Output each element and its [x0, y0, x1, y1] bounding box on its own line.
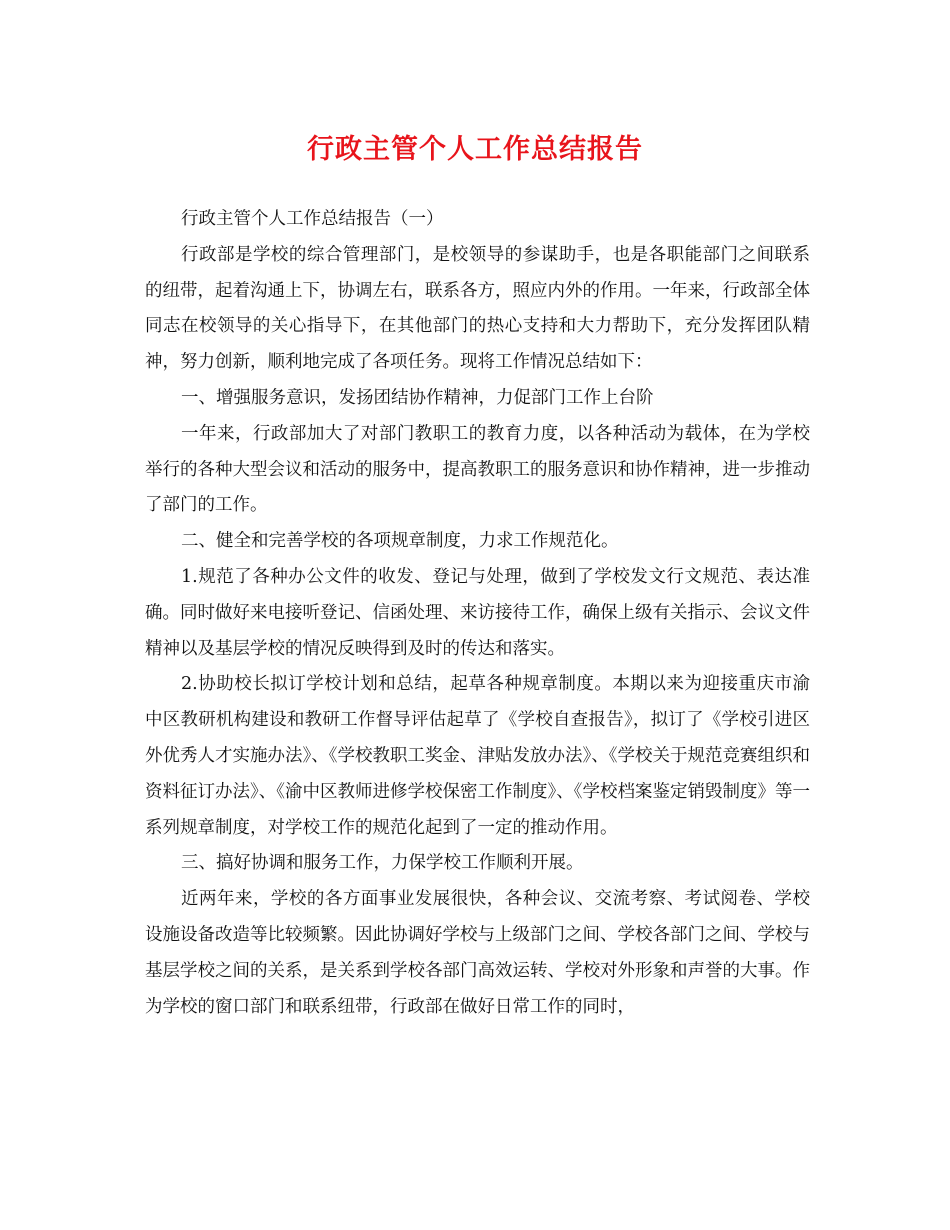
paragraph-item-1: 1.规范了各种办公文件的收发、登记与处理，做到了学校发文行文规范、表达准确。同时做好来电接听登记、信函处理、来访接待工作，确保上级有关指示、会议文件精神以及基层学校的情况反映得到及时的传达和落实。 [145, 566, 810, 659]
paragraph-section-1: 一年来，行政部加大了对部门教职工的教育力度，以各种活动为载体，在为学校举行的各种大型会议和活动的服务中，提高教职工的服务意识和协作精神，进一步推动了部门的工作。 [145, 423, 810, 516]
document-title: 行政主管个人工作总结报告 [307, 134, 643, 165]
section-heading-1: 一、增强服务意识，发扬团结协作精神，力促部门工作上台阶 [181, 387, 654, 408]
paragraph-section-3: 近两年来，学校的各方面事业发展很快，各种会议、交流考察、考试阅卷、学校设施设备改造等比较频繁。因此协调好学校与上级部门之间、学校各部门之间、学校与基层学校之间的关系，是关系到学校各部门高效运转、学校对外形象和声誉的大事。作为学校的窗口部门和联系纽带，行政部在做好日常工作的同时， [145, 889, 810, 1017]
paragraph-intro: 行政部是学校的综合管理部门，是校领导的参谋助手，也是各职能部门之间联系的纽带，起着沟通上下，协调左右，联系各方，照应内外的作用。一年来，行政部全体同志在校领导的关心指导下，在其他部门的热心支持和大力帮助下，充分发挥团队精神，努力创新，顺利地完成了各项任务。现将工作情况总结如下： [145, 244, 810, 373]
section-heading-2: 二、健全和完善学校的各项规章制度，力求工作规范化。 [181, 531, 619, 552]
document-body [145, 202, 810, 1025]
paragraph-item-2: 2.协助校长拟订学校计划和总结，起草各种规章制度。本期以来为迎接重庆市渝中区教研机构建设和教研工作督导评估起草了《学校自查报告》，拟订了《学校引进区外优秀人才实施办法》、《学校教职工奖金、津贴发放办法》、《学校关于规范竞赛组织和资料征订办法》、《渝中区教师进修学校保密工作制度》、《学校档案鉴定销毁制度》等一系列规章制度，对学校工作的规范化起到了一定的推动作用。 [145, 674, 810, 838]
paragraph-subtitle: 行政主管个人工作总结报告（一） [181, 209, 444, 229]
section-heading-3: 三、搞好协调和服务工作，力保学校工作顺利开展。 [181, 853, 584, 874]
